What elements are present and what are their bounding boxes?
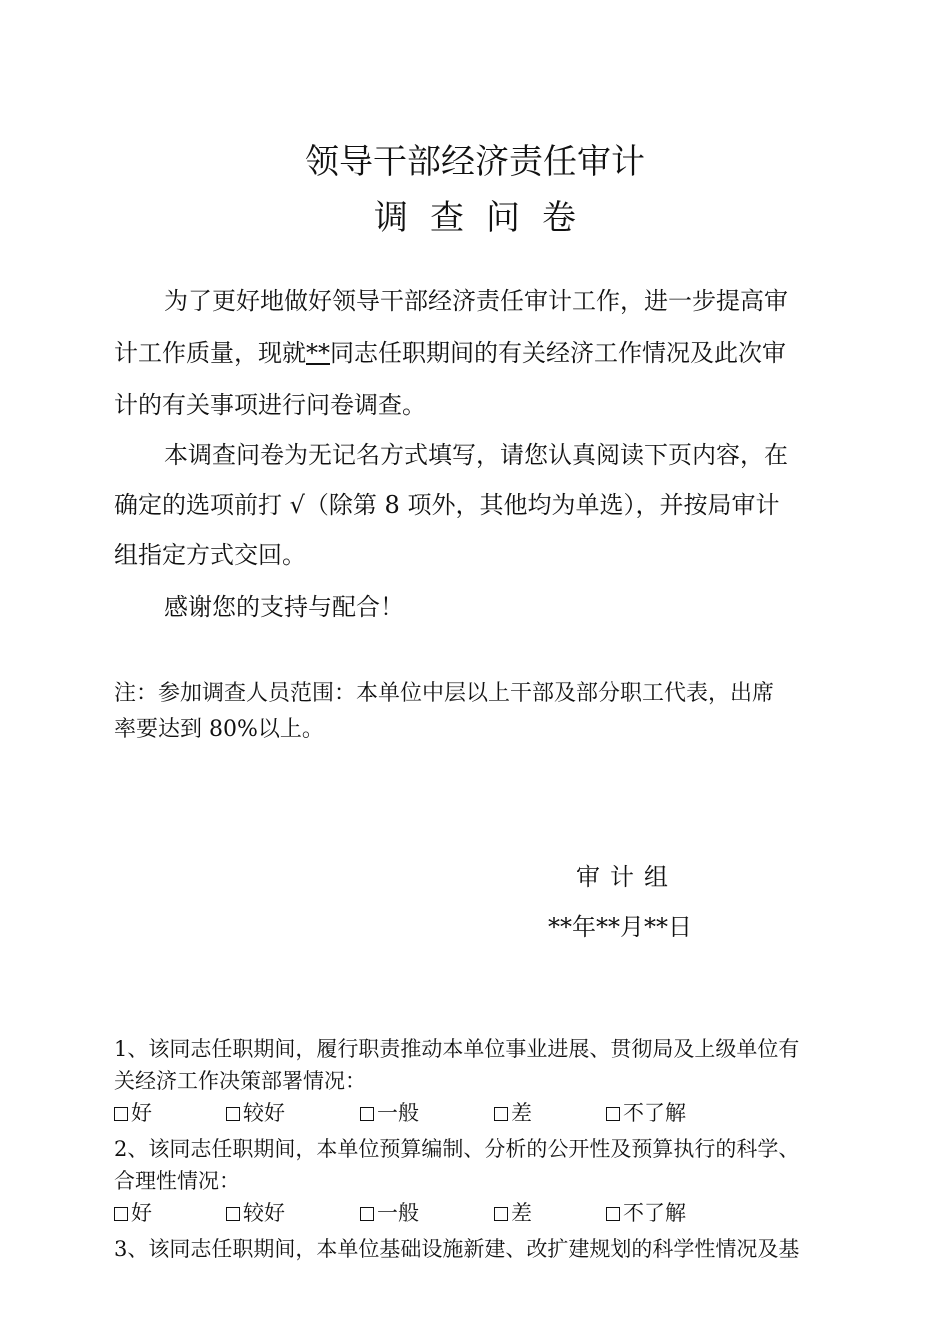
question-1-options: [114, 1100, 854, 1126]
checkbox-icon[interactable]: [114, 1107, 128, 1121]
intro-paragraph-2-line-3: 组指定方式交回。: [114, 541, 306, 569]
note-line-1: 注：参加调查人员范围：本单位中层以上干部及部分职工代表，出席: [114, 681, 775, 706]
checkbox-icon[interactable]: [494, 1207, 508, 1221]
option[interactable]: 不了解: [606, 1100, 686, 1126]
intro-paragraph-1-line-3: 计的有关事项进行问卷调查。: [114, 391, 426, 419]
option[interactable]: 一般: [360, 1100, 419, 1126]
option[interactable]: 差: [494, 1200, 532, 1226]
intro-text: 同志任职期间的有关经济工作情况及此次审: [330, 339, 786, 367]
intro-paragraph-1-line-2: [114, 338, 786, 368]
checkbox-icon[interactable]: [226, 1107, 240, 1121]
question-1-line-2: 关经济工作决策部署情况：: [114, 1069, 366, 1093]
question-2-line-2: 合理性情况：: [114, 1169, 240, 1193]
checkbox-icon[interactable]: [360, 1107, 374, 1121]
checkbox-icon[interactable]: [114, 1207, 128, 1221]
option[interactable]: 好: [114, 1200, 152, 1226]
option[interactable]: 一般: [360, 1200, 419, 1226]
intro-paragraph-2-line-2: 确定的选项前打 √（除第 8 项外，其他均为单选），并按局审计: [114, 491, 780, 519]
question-2-options: [114, 1200, 854, 1226]
option[interactable]: 较好: [226, 1100, 285, 1126]
question-1-line-1: 1、该同志任职期间，履行职责推动本单位事业进展、贯彻局及上级单位有: [114, 1037, 800, 1061]
document-subtitle: 调查问卷: [374, 198, 598, 238]
intro-paragraph-2-line-1: 本调查问卷为无记名方式填写，请您认真阅读下页内容，在: [164, 441, 788, 469]
checkbox-icon[interactable]: [494, 1107, 508, 1121]
option[interactable]: 差: [494, 1100, 532, 1126]
option[interactable]: 好: [114, 1100, 152, 1126]
name-placeholder: **: [306, 339, 330, 367]
checkbox-icon[interactable]: [606, 1107, 620, 1121]
thanks-line: 感谢您的支持与配合！: [164, 593, 404, 621]
question-3-line-1: 3、该同志任职期间，本单位基础设施新建、改扩建规划的科学性情况及基: [114, 1237, 800, 1261]
signature-date: **年**月**日: [548, 913, 692, 941]
question-2-line-1: 2、该同志任职期间，本单位预算编制、分析的公开性及预算执行的科学、: [114, 1137, 800, 1161]
checkbox-icon[interactable]: [360, 1207, 374, 1221]
intro-text: 计工作质量，现就: [114, 339, 306, 367]
document-title: 领导干部经济责任审计: [305, 142, 645, 182]
option[interactable]: 不了解: [606, 1200, 686, 1226]
checkbox-icon[interactable]: [226, 1207, 240, 1221]
intro-paragraph-1-line-1: 为了更好地做好领导干部经济责任审计工作，进一步提高审: [164, 287, 788, 315]
option[interactable]: 较好: [226, 1200, 285, 1226]
checkbox-icon[interactable]: [606, 1207, 620, 1221]
note-line-2: 率要达到 80%以上。: [114, 717, 324, 742]
signature-group: 审计组: [576, 863, 678, 891]
